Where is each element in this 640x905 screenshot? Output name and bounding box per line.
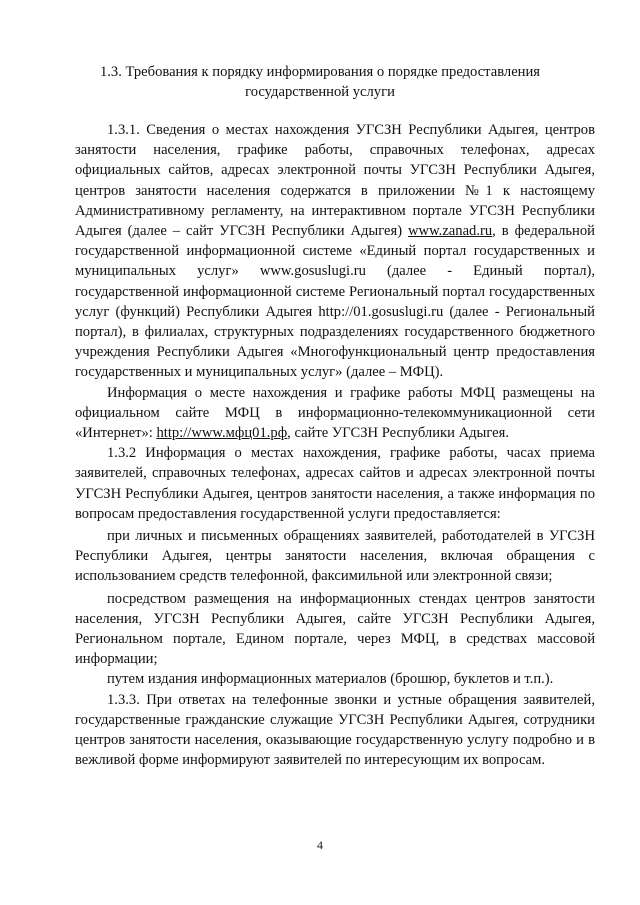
paragraph-1-3-1 (75, 120, 595, 383)
paragraph-1-3-3: 1.3.3. При ответах на телефонные звонки и устные обращения заявителей, государственные гражданские служащие УГСЗН Республики Адыгея, сотрудники центров занятости населения, оказывающие государственную услугу подробно и в вежливой форме информируют заявителей по интересующим их вопросам. (75, 691, 595, 769)
paragraph-personal-requests: при личных и письменных обращениях заявителей, работодателей в УГСЗН Республики Адыгея, центры занятости населения, включая обращения с использованием средств телефонной, факсимильной или электронной связи; (75, 528, 595, 585)
paragraph-mfc-info (75, 383, 595, 444)
document-body (75, 120, 595, 771)
paragraph-text: Информация о месте нахождения и графике работы МФЦ размещены на официальном сайте МФЦ в информационно-телекоммуникационной сети «Интернет»: (75, 384, 595, 442)
mfc-site-link[interactable]: http://www.мфц01.рф (156, 425, 288, 442)
paragraph-text: 1.3.1. Сведения о местах нахождения УГСЗН Республики Адыгея, центров занятости населения, графике работы, справочных телефонах, адресах официальных сайтов, адресах электронной почты УГСЗН Республики Адыгея, центров занятости населения содержатся в приложении №1 к настоящему Административному регламенту, на интерактивном портале УГСЗН Республики Адыгея (далее – сайт УГСЗН Республики Адыгея) (75, 122, 595, 240)
page-number: 4 (317, 838, 323, 852)
section-heading (80, 62, 560, 102)
paragraph-publications: путем издания информационных материалов (брошюр, буклетов и т.п.). (107, 671, 554, 688)
paragraph-text: , в федеральной государственной информационной системе «Единый портал государственных и муниципальных услуг» www.gosuslugi.ru (далее - Единый портал), государственной информационной системе Региональный портал государственных услуг (функций) Республики Адыгея http://01.gosuslugi.ru (далее - Региональный портал), в филиалах, структурных подразделениях государственного бюджетного учреждения Республики Адыгея «Многофункциональный центр предоставления государственных и муниципальных услуг» (далее – МФЦ). (75, 223, 595, 381)
zanad-site-link[interactable]: www.zanad.ru (408, 223, 493, 240)
paragraph-1-3-2: 1.3.2 Информация о местах нахождения, графике работы, часах приема заявителей, справочных телефонах, адресах сайтов и адресах электронной почты УГСЗН Республики Адыгея, центров занятости населения, а также информация по вопросам предоставления государственной услуги предоставляется: (75, 445, 595, 522)
section-heading-line-2: государственной услуги (245, 84, 395, 100)
paragraph-text: , сайте УГСЗН Республики Адыгея. (287, 425, 509, 442)
paragraph-info-stands: посредством размещения на информационных стендах центров занятости населения, УГСЗН Республики Адыгея, сайте УГСЗН Республики Адыгея, Региональном портале, Едином портале, через МФЦ, в средствах массовой информации; (75, 590, 595, 668)
section-heading-line-1: 1.3. Требования к порядку информирования о порядке предоставления (99, 64, 541, 80)
